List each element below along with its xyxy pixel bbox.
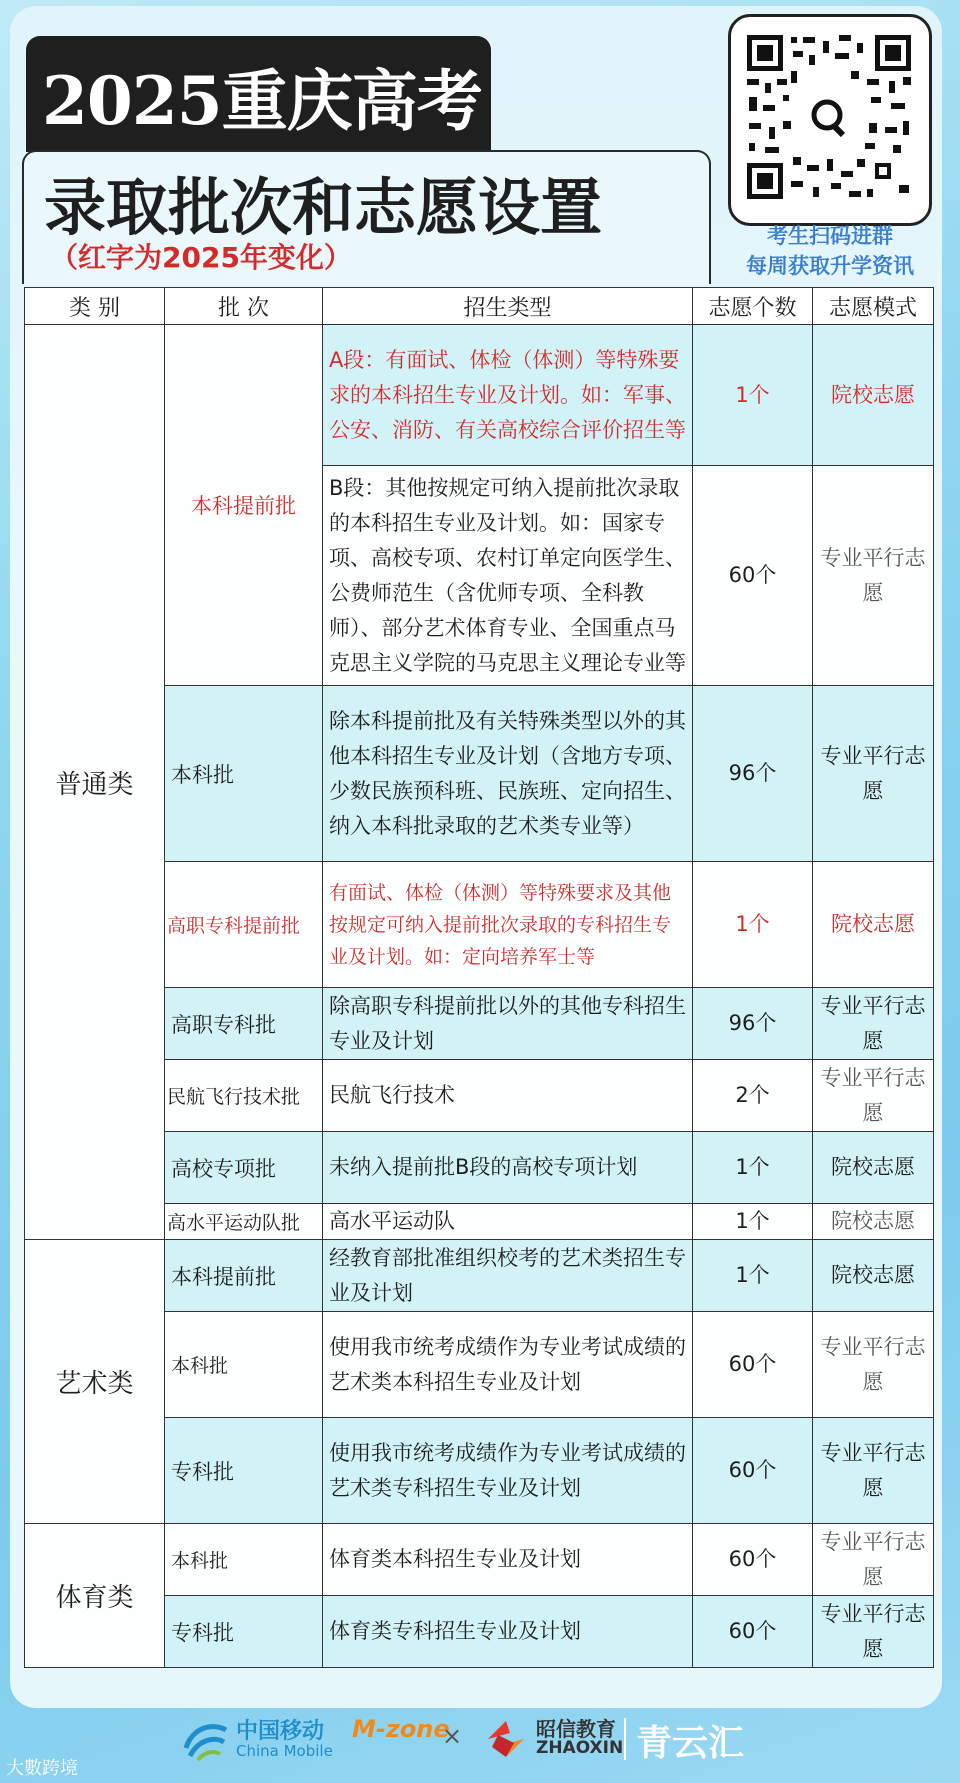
zhaoxin-name-en: ZHAOXIN <box>536 1738 624 1758</box>
zhaoxin-name: 昭信教育 <box>536 1717 616 1741</box>
mode-cell: 专业平行志愿 <box>813 466 934 686</box>
desc-cell: A段：有面试、体检（体测）等特殊要求的本科招生专业及计划。如：军事、公安、消防、有关高校综合评价招生等 <box>323 325 693 466</box>
qr-caption-line1: 考生扫码进群 <box>767 224 893 248</box>
batch-cell: 高校专项批 <box>165 1132 323 1204</box>
count-cell: 60个 <box>693 1418 813 1524</box>
count-cell: 1个 <box>693 1240 813 1312</box>
change-note: （红字为2025年变化） <box>50 241 352 274</box>
table-header-row <box>25 288 934 325</box>
desc-cell: 未纳入提前批B段的高校专项计划 <box>323 1132 693 1204</box>
batch-cell: 本科批 <box>165 1312 323 1418</box>
desc-cell: 体育类专科招生专业及计划 <box>323 1596 693 1668</box>
col-header-batch: 批 次 <box>165 288 323 325</box>
desc-cell: 除本科提前批及有关特殊类型以外的其他本科招生专业及计划（含地方专项、少数民族预科班、民族班、定向招生、纳入本科批录取的艺术类专业等） <box>323 686 693 862</box>
desc-cell: 有面试、体检（体测）等特殊要求及其他按规定可纳入提前批次录取的专科招生专业及计划。如：定向培养军士等 <box>323 862 693 988</box>
cross-symbol: × <box>442 1722 463 1750</box>
table-row <box>25 1240 934 1312</box>
batch-cell: 高职专科批 <box>165 988 323 1060</box>
batch-cell: 高水平运动队批 <box>165 1204 323 1240</box>
qr-code-icon <box>743 31 915 203</box>
mzone-logo: M-zone <box>352 1715 450 1743</box>
batch-cell: 专科批 <box>165 1596 323 1668</box>
desc-cell: B段：其他按规定可纳入提前批次录取的本科招生专业及计划。如：国家专项、高校专项、农村订单定向医学生、公费师范生（含优师专项、全科教师）、部分艺术体育专业、全国重点马克思主义学院的马克思主义理论专业等 <box>323 466 693 686</box>
col-header-category: 类 别 <box>25 288 165 325</box>
watermark-text: 大數跨境 <box>6 1758 78 1779</box>
category-general: 普通类 <box>25 325 165 1240</box>
batch-cell: 本科提前批 <box>165 1240 323 1312</box>
count-cell: 60个 <box>693 1312 813 1418</box>
count-cell: 60个 <box>693 466 813 686</box>
mode-cell: 院校志愿 <box>813 1204 934 1240</box>
batch-cell: 专科批 <box>165 1418 323 1524</box>
qr-code-frame[interactable] <box>728 14 932 226</box>
desc-cell: 高水平运动队 <box>323 1204 693 1240</box>
mode-cell: 专业平行志愿 <box>813 1596 934 1668</box>
table-row <box>25 1524 934 1596</box>
mode-cell: 院校志愿 <box>813 325 934 466</box>
qingyunhui-logo: 青云汇 <box>636 1723 745 1764</box>
category-art: 艺术类 <box>25 1240 165 1524</box>
count-cell: 96个 <box>693 686 813 862</box>
batch-cell: 本科批 <box>165 1524 323 1596</box>
count-cell: 96个 <box>693 988 813 1060</box>
batch-cell: 民航飞行技术批 <box>165 1060 323 1132</box>
page-title: 2025重庆高考 <box>42 62 482 140</box>
desc-cell: 民航飞行技术 <box>323 1060 693 1132</box>
mode-cell: 专业平行志愿 <box>813 1312 934 1418</box>
china-mobile-logo-icon <box>182 1718 230 1762</box>
batch-cell: 本科提前批 <box>165 325 323 686</box>
desc-cell: 使用我市统考成绩作为专业考试成绩的艺术类专科招生专业及计划 <box>323 1418 693 1524</box>
mode-cell: 专业平行志愿 <box>813 686 934 862</box>
count-cell: 2个 <box>693 1060 813 1132</box>
count-cell: 1个 <box>693 862 813 988</box>
desc-cell: 除高职专科提前批以外的其他专科招生专业及计划 <box>323 988 693 1060</box>
mode-cell: 专业平行志愿 <box>813 1418 934 1524</box>
desc-cell: 经教育部批准组织校考的艺术类招生专业及计划 <box>323 1240 693 1312</box>
mode-cell: 专业平行志愿 <box>813 1060 934 1132</box>
admission-table <box>24 287 934 1668</box>
page-subtitle: 录取批次和志愿设置 <box>44 171 603 244</box>
mode-cell: 专业平行志愿 <box>813 1524 934 1596</box>
category-sports: 体育类 <box>25 1524 165 1668</box>
count-cell: 1个 <box>693 325 813 466</box>
col-header-type: 招生类型 <box>323 288 693 325</box>
count-cell: 1个 <box>693 1204 813 1240</box>
qr-caption-line2: 每周获取升学资讯 <box>746 254 914 278</box>
mode-cell: 院校志愿 <box>813 1132 934 1204</box>
desc-cell: 体育类本科招生专业及计划 <box>323 1524 693 1596</box>
mode-cell: 专业平行志愿 <box>813 988 934 1060</box>
count-cell: 1个 <box>693 1132 813 1204</box>
col-header-mode: 志愿模式 <box>813 288 934 325</box>
china-mobile-name: 中国移动 <box>236 1719 325 1744</box>
mode-cell: 院校志愿 <box>813 862 934 988</box>
batch-cell: 高职专科提前批 <box>165 862 323 988</box>
zhaoxin-logo-icon <box>484 1717 528 1761</box>
count-cell: 60个 <box>693 1524 813 1596</box>
batch-cell: 本科批 <box>165 686 323 862</box>
desc-cell: 使用我市统考成绩作为专业考试成绩的艺术类本科招生专业及计划 <box>323 1312 693 1418</box>
count-cell: 60个 <box>693 1596 813 1668</box>
china-mobile-name-en: China Mobile <box>236 1742 333 1760</box>
col-header-count: 志愿个数 <box>693 288 813 325</box>
table-row <box>25 325 934 466</box>
mode-cell: 院校志愿 <box>813 1240 934 1312</box>
logo-divider <box>624 1718 626 1760</box>
